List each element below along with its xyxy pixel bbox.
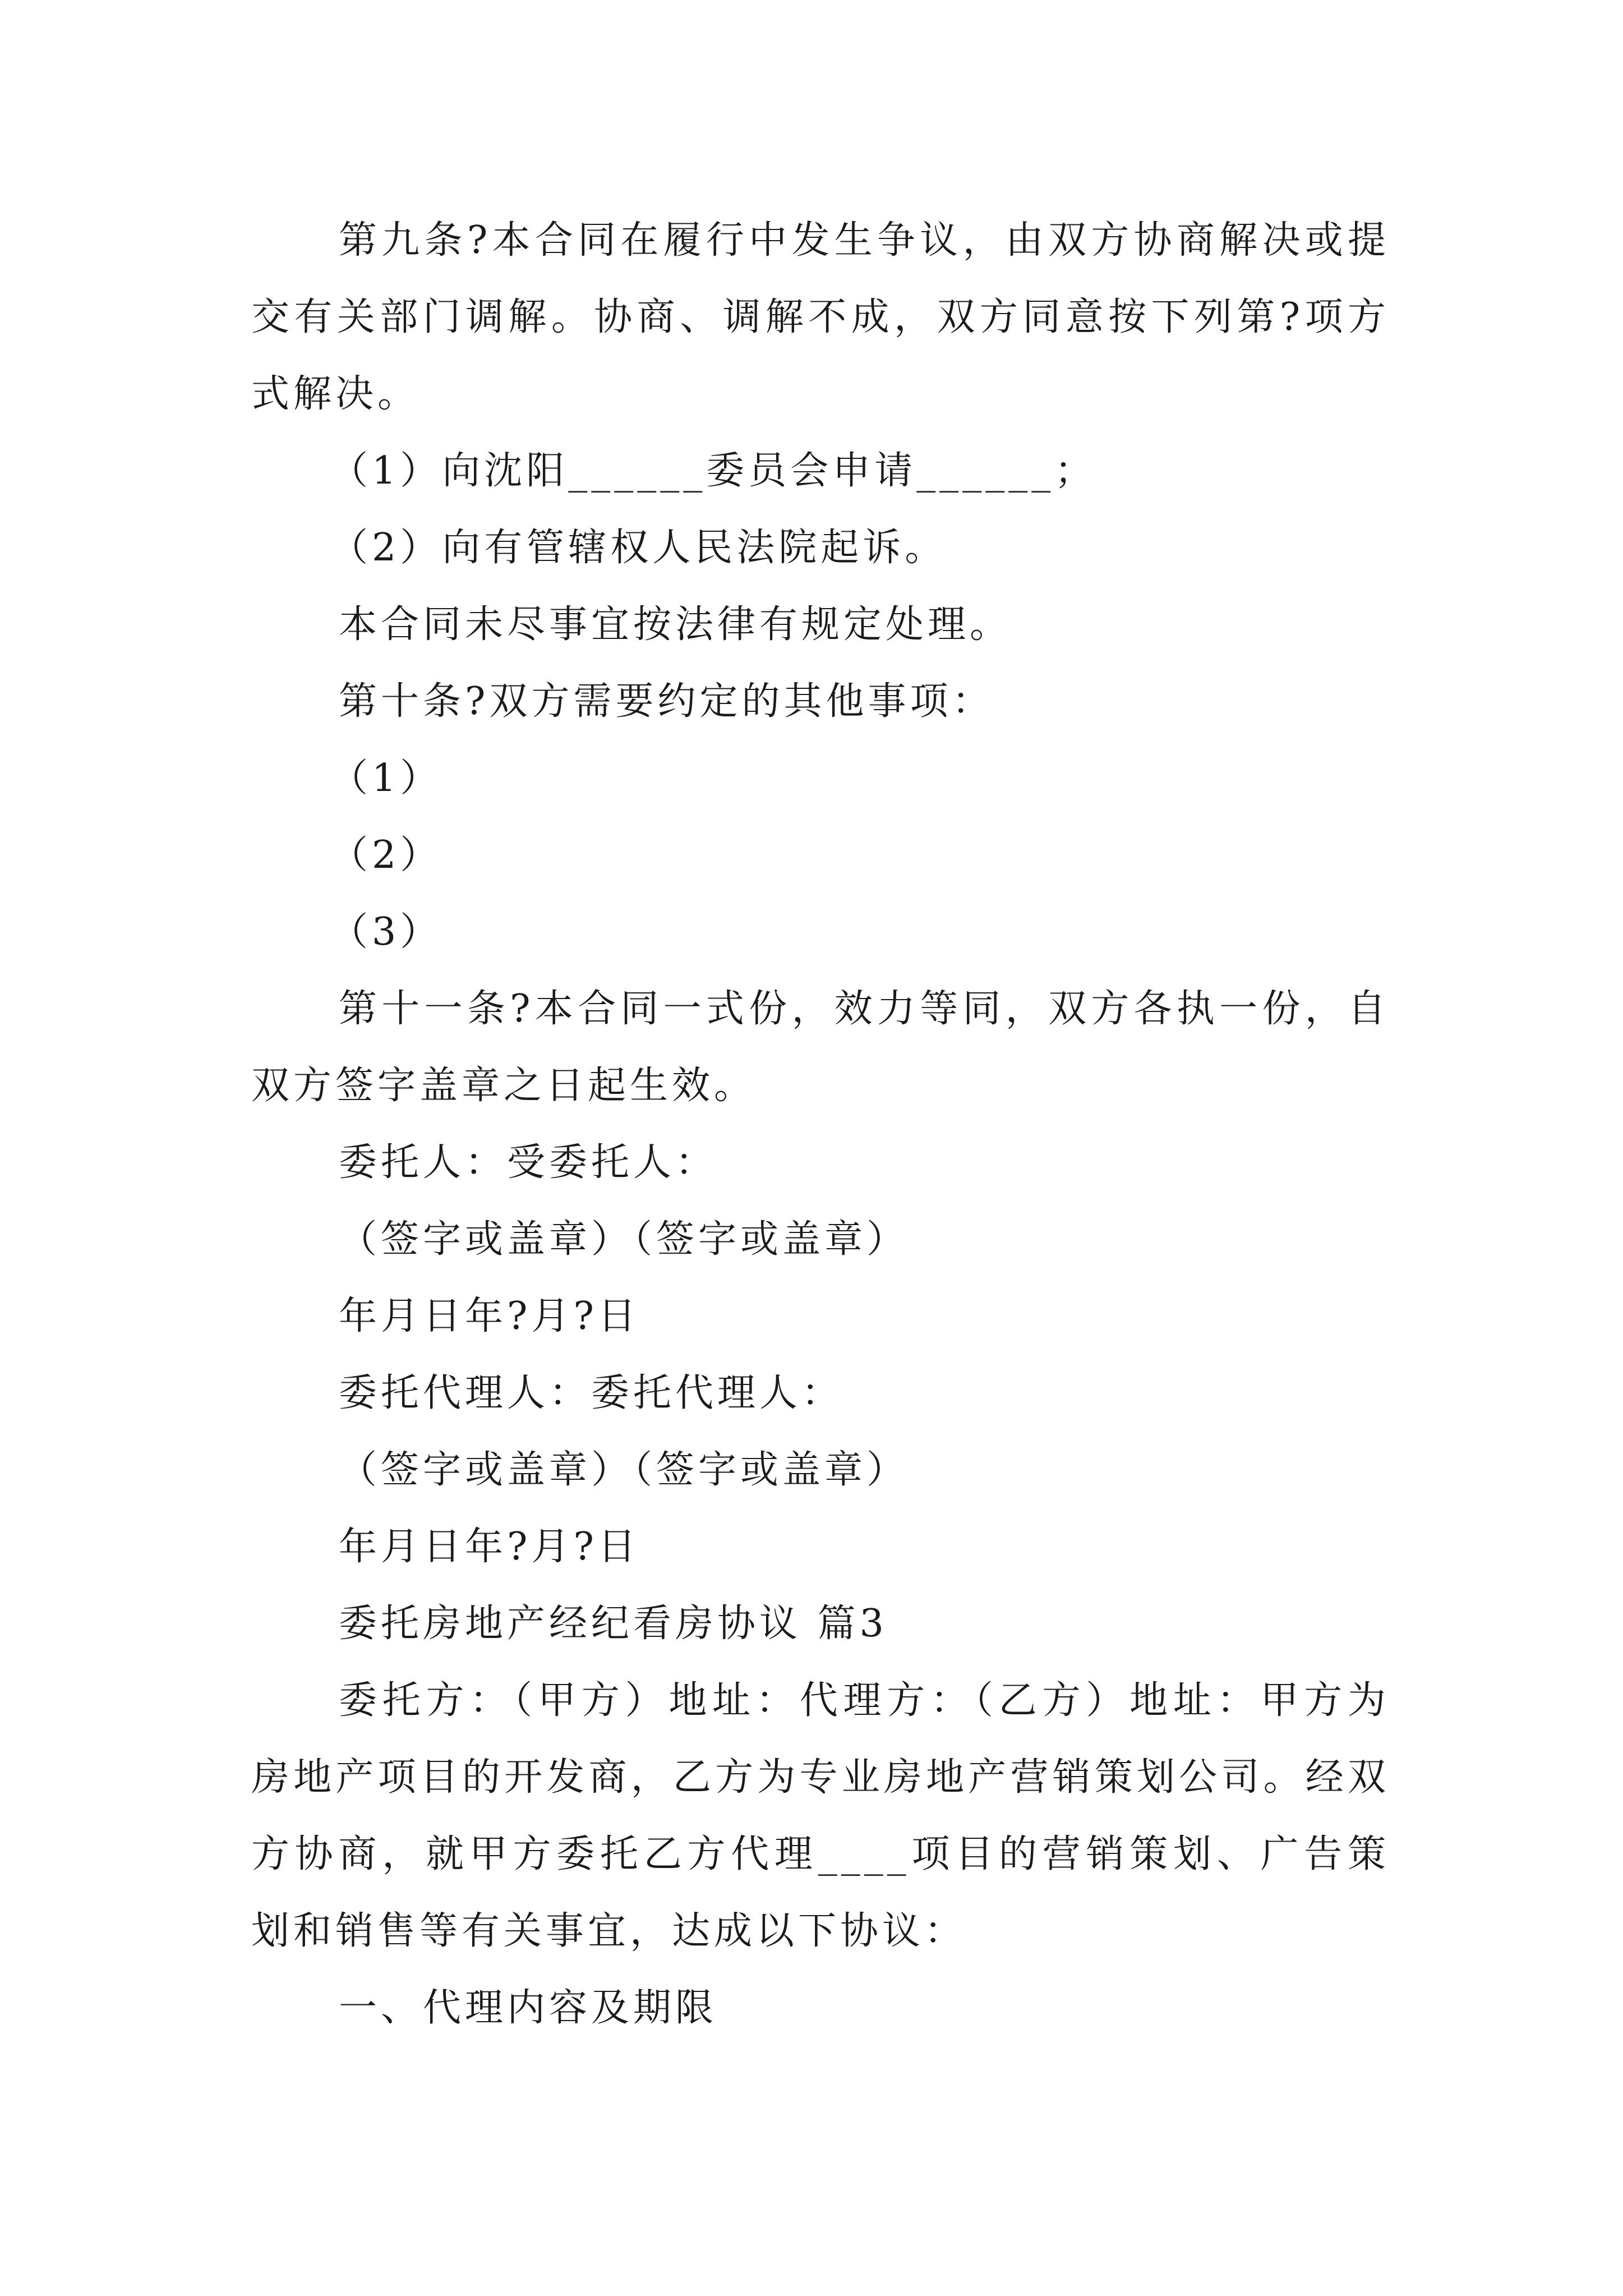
- section-heading: 委托房地产经纪看房协议 篇3: [339, 1602, 888, 1646]
- article-10-item-3: （3）: [330, 910, 442, 954]
- option-1-arbitration: （1）向沈阳______委员会申请______；: [330, 449, 1097, 493]
- unspecified-matters-paragraph: 本合同未尽事宜按法律有规定处理。: [339, 602, 1012, 647]
- document-body: [251, 202, 1390, 2046]
- option-2-lawsuit: （2）向有管辖权人民法院起诉。: [330, 526, 947, 570]
- article-10-paragraph: 第十条?双方需要约定的其他事项：: [339, 679, 994, 724]
- principal-agent-line: 委托人：受委托人：: [339, 1140, 718, 1185]
- signature-line-2: （签字或盖章）（签字或盖章）: [339, 1448, 909, 1492]
- parties-paragraph: 委托方：（甲方）地址：代理方：（乙方）地址：甲方为房地产项目的开发商，乙方为专业房地产营销策划公司。经双方协商，就甲方委托乙方代理____项目的营销策划、广告策划和销售等有关事宜，达成以下协议：: [251, 1678, 1390, 1953]
- proxy-line: 委托代理人：委托代理人：: [339, 1371, 844, 1415]
- article-9-paragraph: 第九条?本合同在履行中发生争议，由双方协商解决或提交有关部门调解。协商、调解不成，双方同意按下列第?项方式解决。: [251, 218, 1390, 416]
- article-11-paragraph: 第十一条?本合同一式份，效力等同，双方各执一份，自双方签字盖章之日起生效。: [251, 987, 1390, 1108]
- agency-content-heading: 一、代理内容及期限: [339, 1986, 718, 2030]
- article-10-item-1: （1）: [330, 756, 442, 800]
- date-line-2: 年月日年?月?日: [339, 1525, 640, 1569]
- article-10-item-2: （2）: [330, 833, 442, 877]
- signature-line-1: （签字或盖章）（签字或盖章）: [339, 1217, 909, 1262]
- date-line-1: 年月日年?月?日: [339, 1294, 640, 1338]
